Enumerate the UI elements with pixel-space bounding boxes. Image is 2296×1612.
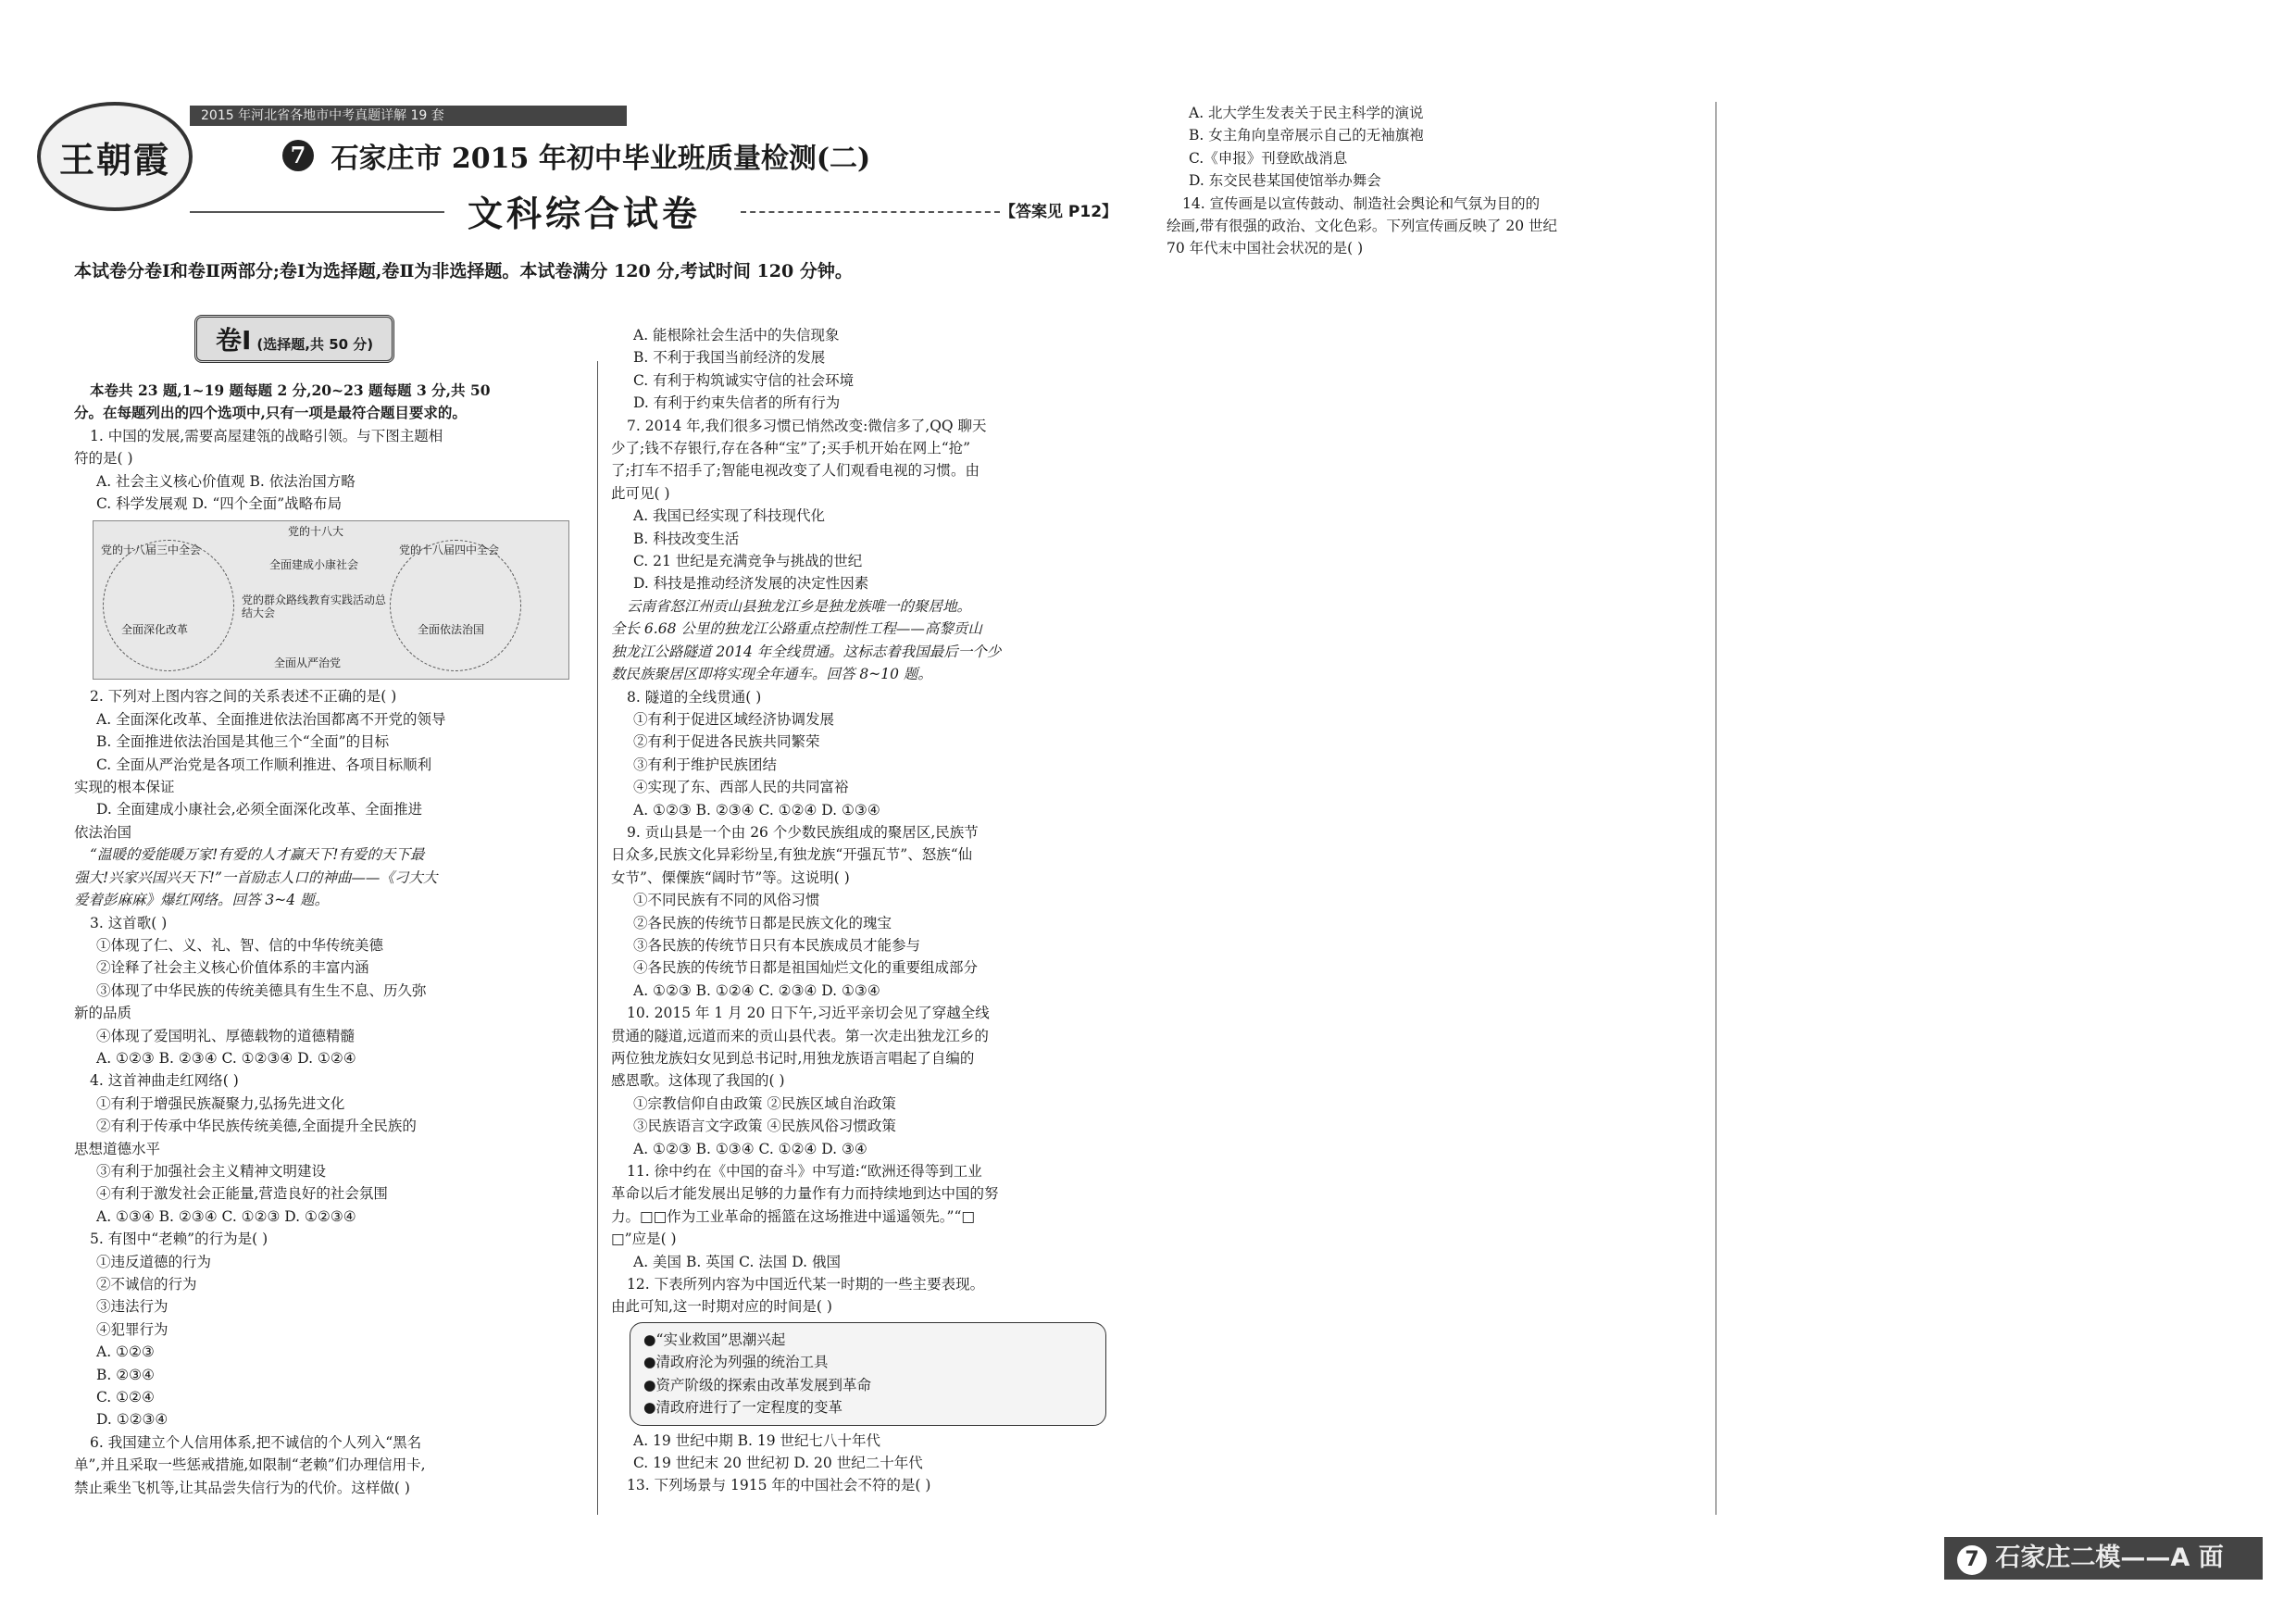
text-line: ①违反道德的行为 <box>96 1253 212 1270</box>
series-bar-text: 2015 年河北省各地市中考真题详解 19 套 <box>201 108 444 123</box>
text-line: ①体现了仁、义、礼、智、信的中华传统美德 <box>96 936 384 954</box>
text-line: 8. 隧道的全线贯通( ) <box>627 688 762 706</box>
statement-line: ●清政府进行了一定程度的变革 <box>643 1399 843 1417</box>
text-line: A. ①②③ B. ①③④ C. ①②④ D. ③④ <box>633 1140 867 1157</box>
text-line: 依法治国 <box>74 823 132 841</box>
text-line: ①不同民族有不同的风俗习惯 <box>633 892 820 909</box>
text-line: □”应是( ) <box>611 1231 677 1248</box>
text-line: D. 全面建成小康社会,必须全面深化改革、全面推进 <box>96 801 423 818</box>
text-line: 6. 我国建立个人信用体系,把不诚信的个人列入“黑名 <box>90 1433 422 1451</box>
text-line: ③有利于维护民族团结 <box>633 756 778 773</box>
text-line: C. 全面从严治党是各项工作顺利推进、各项目标顺利 <box>96 756 432 773</box>
text-line: 绘画,带有很强的政治、文化色彩。下列宣传画反映了 20 世纪 <box>1167 218 1558 235</box>
text-line: D. ①②③④ <box>96 1411 168 1429</box>
text-line: C. ①②④ <box>96 1389 155 1406</box>
text-line: A. 北大学生发表关于民主科学的演说 <box>1189 105 1424 121</box>
text-line: 13. 下列场景与 1915 年的中国社会不符的是( ) <box>627 1477 931 1494</box>
section-note: (选择题,共 50 分) <box>256 336 374 353</box>
series-bar <box>190 106 627 126</box>
text-line: ①有利于增强民族凝聚力,弘扬先进文化 <box>96 1094 345 1112</box>
text-line: 感恩歌。这体现了我国的( ) <box>611 1072 785 1090</box>
diagram-circle <box>390 540 521 671</box>
text-line: ②不诚信的行为 <box>96 1276 197 1293</box>
footer-text: 石家庄二模——A 面 <box>1995 1543 2224 1572</box>
section-header-1 <box>194 315 394 363</box>
text-line: 两位独龙族妇女见到总书记时,用独龙族语言唱起了自编的 <box>611 1050 975 1067</box>
text-line: ①宗教信仰自由政策 ②民族区域自治政策 <box>633 1094 896 1112</box>
text-line: 14. 宣传画是以宣传鼓动、制造社会舆论和气氛为目的的 <box>1182 194 1541 212</box>
subtitle-rule-right <box>741 211 1000 213</box>
title-number-badge: 7 <box>282 140 314 171</box>
text-line: B. 不利于我国当前经济的发展 <box>633 349 826 367</box>
title-text: 石家庄市 2015 年初中毕业班质量检测(二) <box>331 143 871 175</box>
text-line: 云南省怒江州贡山县独龙江乡是独龙族唯一的聚居地。 <box>627 597 972 615</box>
text-line: 单”,并且采取一些惩戒措施,如限制“老赖”们办理信用卡, <box>74 1456 426 1474</box>
page-title <box>282 135 870 176</box>
text-line: B. ②③④ <box>96 1366 155 1383</box>
diagram-label: 党的十八大 <box>288 525 344 539</box>
text-line: ②有利于传承中华民族传统美德,全面提升全民族的 <box>96 1118 417 1135</box>
text-line: 10. 2015 年 1 月 20 日下午,习近平亲切会见了穿越全线 <box>627 1005 990 1022</box>
footer-badge: 7 <box>1957 1545 1987 1575</box>
text-line: B. 女主角向皇帝展示自己的无袖旗袍 <box>1189 127 1424 144</box>
text-line: ①有利于促进区域经济协调发展 <box>633 710 835 728</box>
text-line: 11. 徐中约在《中国的奋斗》中写道:“欧洲还得等到工业 <box>627 1163 982 1181</box>
text-line: ③体现了中华民族的传统美德具有生生不息、历久弥 <box>96 981 427 999</box>
text-line: C.《申报》刊登欧战消息 <box>1189 149 1348 167</box>
text-line: A. 19 世纪中期 B. 19 世纪七八十年代 <box>633 1431 881 1449</box>
column-3 <box>1167 102 1708 260</box>
text-line: ④体现了爱国明礼、厚德载物的道德精髓 <box>96 1027 356 1044</box>
section-badge <box>194 315 394 363</box>
text-line: 独龙江公路隧道 2014 年全线贯通。这标志着我国最后一个少 <box>611 643 1002 660</box>
text-line: A. 美国 B. 英国 C. 法国 D. 俄国 <box>633 1253 841 1270</box>
statement-line: ●清政府沦为列强的统治工具 <box>643 1354 829 1371</box>
diagram-label: 党的十八届三中全会 <box>101 544 202 557</box>
text-line: 禁止乘坐飞机等,让其品尝失信行为的代价。这样做( ) <box>74 1479 410 1496</box>
text-line: B. 科技改变生活 <box>633 530 740 547</box>
exam-intro: 本试卷分卷Ⅰ和卷Ⅱ两部分;卷Ⅰ为选择题,卷Ⅱ为非选择题。本试卷满分 120 分,考试时间 120 分钟。 <box>74 261 853 281</box>
text-line: 4. 这首神曲走红网络( ) <box>90 1072 239 1090</box>
text-line: 少了;钱不存银行,存在各种“宝”了;买手机开始在网上“抢” <box>611 440 971 457</box>
text-line: 了;打车不招手了;智能电视改变了人们观看电视的习惯。由 <box>611 462 980 480</box>
diagram-label: 党的十八届四中全会 <box>399 544 500 557</box>
column-1 <box>74 380 588 1499</box>
text-line: D. 科技是推动经济发展的决定性因素 <box>633 575 869 593</box>
text-line: C. 有利于构筑诚实守信的社会环境 <box>633 371 855 389</box>
diagram-label: 全面深化改革 <box>121 623 189 637</box>
column-2 <box>611 324 1143 1497</box>
text-line: 2. 下列对上图内容之间的关系表述不正确的是( ) <box>90 688 397 706</box>
text-line: A. ①②③ <box>96 1343 155 1361</box>
text-line: ③民族语言文字政策 ④民族风俗习惯政策 <box>633 1118 896 1135</box>
text-line: A. ①②③ B. ①②④ C. ②③④ D. ①③④ <box>633 981 880 999</box>
q12-statement-box <box>630 1322 1106 1426</box>
text-line: 数民族聚居区即将实现全年通车。回答 8~10 题。 <box>611 666 932 683</box>
section-title: 卷Ⅰ <box>216 325 252 356</box>
text-line: B. 全面推进依法治国是其他三个“全面”的目标 <box>96 733 390 751</box>
brand-logo-text: 王朝霞 <box>58 138 170 181</box>
text-line: D. 有利于约束失信者的所有行为 <box>633 394 841 412</box>
statement-line: ●“实业救国”思潮兴起 <box>643 1331 786 1348</box>
diagram-label: 全面从严治党 <box>274 656 342 670</box>
text-line: ④实现了东、西部人民的共同富裕 <box>633 779 849 796</box>
text-line: 新的品质 <box>74 1005 132 1022</box>
text-line: 70 年代末中国社会状况的是( ) <box>1167 240 1364 257</box>
text-line: 实现的根本保证 <box>74 779 175 796</box>
brand-logo <box>37 102 193 211</box>
text-line: ②有利于促进各民族共同繁荣 <box>633 733 820 751</box>
text-line: A. 能根除社会生活中的失信现象 <box>633 327 840 344</box>
text-line: 此可见( ) <box>611 484 670 502</box>
text-line: 符的是( ) <box>74 450 133 468</box>
diagram-label: 全面依法治国 <box>418 623 485 637</box>
text-line: ④各民族的传统节日都是祖国灿烂文化的重要组成部分 <box>633 959 979 977</box>
text-line: ③违法行为 <box>96 1298 168 1316</box>
text-line: A. 社会主义核心价值观 B. 依法治国方略 <box>96 472 356 490</box>
text-line: 女节”、傈僳族“阔时节”等。这说明( ) <box>611 868 850 886</box>
text-line: A. ①②③ B. ②③④ C. ①②④ D. ①③④ <box>633 801 880 818</box>
text-line: C. 科学发展观 D. “四个全面”战略布局 <box>96 495 343 513</box>
text-line: 由此可知,这一时期对应的时间是( ) <box>611 1298 832 1316</box>
subtitle-rule-left <box>190 211 444 213</box>
text-line: 强大!兴家兴国兴天下!”一首励志人口的神曲——《刁大大 <box>74 868 438 886</box>
text-line: 5. 有图中“老赖”的行为是( ) <box>90 1231 268 1248</box>
column-divider <box>597 361 598 1515</box>
text-line: D. 东交民巷某国使馆举办舞会 <box>1189 172 1381 190</box>
diagram-circle <box>103 540 234 671</box>
text-line: A. ①②③ B. ②③④ C. ①②③④ D. ①②④ <box>96 1049 356 1067</box>
text-line: ②各民族的传统节日都是民族文化的瑰宝 <box>633 914 892 931</box>
text-line: ③有利于加强社会主义精神文明建设 <box>96 1162 327 1180</box>
diagram-label: 党的群众路线教育实践活动总结大会 <box>242 594 387 620</box>
answer-reference: 【答案见 P12】 <box>1000 203 1118 221</box>
footer-bar <box>1944 1537 2263 1580</box>
text-line: A. 我国已经实现了科技现代化 <box>633 507 826 525</box>
text-line: 本卷共 23 题,1~19 题每题 2 分,20~23 题每题 3 分,共 50 <box>90 381 491 399</box>
diagram-label: 全面建成小康社会 <box>269 558 359 572</box>
strategy-diagram <box>93 520 569 680</box>
text-line: 12. 下表所列内容为中国近代某一时期的一些主要表现。 <box>627 1276 985 1293</box>
text-line: 1. 中国的发展,需要高屋建瓴的战略引领。与下图主题相 <box>90 427 443 444</box>
text-line: 日众多,民族文化异彩纷呈,有独龙族“开强瓦节”、怒族“仙 <box>611 846 973 864</box>
text-line: ④有利于激发社会正能量,营造良好的社会氛围 <box>96 1185 388 1203</box>
text-line: 7. 2014 年,我们很多习惯已悄然改变:微信多了,QQ 聊天 <box>627 417 987 434</box>
text-line: “温暖的爱能暖万家!有爱的人才赢天下!有爱的天下最 <box>90 846 425 864</box>
text-line: ②诠释了社会主义核心价值体系的丰富内涵 <box>96 959 369 977</box>
text-line: C. 19 世纪末 20 世纪初 D. 20 世纪二十年代 <box>633 1454 923 1471</box>
text-line: 革命以后才能发展出足够的力量作有力而持续地到达中国的努 <box>611 1185 999 1203</box>
text-line: 爱着彭麻麻》爆红网络。回答 3~4 题。 <box>74 892 330 909</box>
page-subtitle: 文科综合试卷 <box>468 193 702 234</box>
text-line: 9. 贡山县是一个由 26 个少数民族组成的聚居区,民族节 <box>627 823 979 841</box>
text-line: ③各民族的传统节日只有本民族成员才能参与 <box>633 936 921 954</box>
text-line: ④犯罪行为 <box>96 1320 168 1338</box>
text-line: C. 21 世纪是充满竞争与挑战的世纪 <box>633 553 863 570</box>
text-line: 分。在每题列出的四个选项中,只有一项是最符合题目要求的。 <box>74 404 467 422</box>
text-line: 全长 6.68 公里的独龙江公路重点控制性工程——高黎贡山 <box>611 620 982 638</box>
text-line: A. 全面深化改革、全面推进依法治国都离不开党的领导 <box>96 710 446 728</box>
text-line: 3. 这首歌( ) <box>90 914 168 931</box>
text-line: 贯通的隧道,远道而来的贡山县代表。第一次走出独龙江乡的 <box>611 1027 989 1044</box>
text-line: 力。□□作为工业革命的摇篮在这场推进中遥遥领先。”“□ <box>611 1207 976 1225</box>
text-line: 思想道德水平 <box>74 1140 161 1157</box>
statement-line: ●资产阶级的探索由改革发展到革命 <box>643 1376 872 1393</box>
text-line: A. ①③④ B. ②③④ C. ①②③ D. ①②③④ <box>96 1207 356 1225</box>
